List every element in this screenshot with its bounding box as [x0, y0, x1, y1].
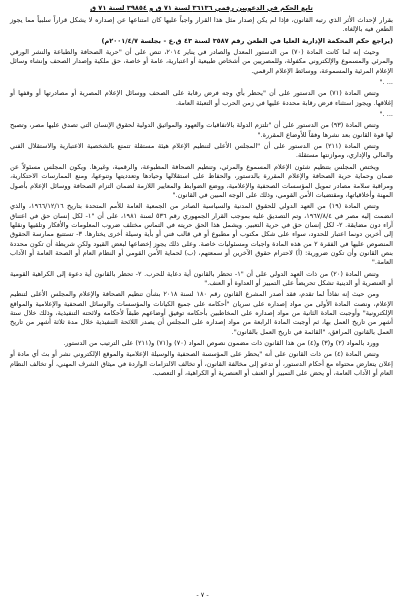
paragraph: ويختص المجلس بتنظيم شئون الإعلام المسموع والمرئي، وتنظيم الصحافة المطبوعة، والرقمية، وغيرها. ويكون المجلس مسئولاً عن ضمان وحماية حرية الصحافة والإعلام المقررة بالدستور، والحفاظ على استقلالها وحيادها وتعدديتها وتنوعها، ومنع الممارسات الاحتكارية، ومراقبة سلامة مصادر تمويل المؤسسات الصحفية والإعلامية، ووضع الضوابط والمعايير اللازمة لضمان التزام الصحافة ووسائل الإعلام بأصول المهنة وأخلاقياتها، ومقتضيات الأمن القومي، وذلك على الوجه المبين في القانون."	[10, 162, 393, 199]
paragraph: وتنص المادة (٢٠) من ذات العهد الدولي على أن "١- تحظر بالقانون أية دعاية للحرب. ٢- تحظر بالقانون أية دعوة إلى الكراهية القومية أو العنصرية أو الدينية تشكل تحريضاً على التمييز أو العداوة أو العنف."	[10, 269, 393, 287]
paragraph: ... ."	[379, 110, 393, 119]
paragraph: ... ."	[379, 78, 393, 87]
paragraph: وورد بالمواد (٢) و(٣) و(٤) من هذا القانون ذات مضمون نصوص المواد (٧٠) و(٧١) و(٢١١) على الترتيب من الدستور.	[63, 339, 379, 347]
paragraph: وتنص المادة (٢١١) من الدستور على أن "المجلس الأعلى لتنظيم الإعلام هيئة مستقلة تتمتع بالشخصية الاعتبارية والاستقلال الفني والمالي والإداري، وموازنتها مستقلة.	[10, 142, 393, 160]
case-header: تابع الحكم في الدعويين رقمي ٣٦١٣٦ لسنة ٧١ ق و ٣٩٨٥٤ لسنة ٧١ ق	[90, 4, 313, 12]
paragraph: وتنص المادة (٩٣) من الدستور على أن "تلتزم الدولة بالاتفاقيات والعهود والمواثيق الدولية لحقوق الإنسان التي تصدق عليها مصر، وتصبح لها قوة القانون بعد نشرها وفقاً للأوضاع المقررة."	[10, 121, 393, 139]
document-body	[10, 16, 393, 378]
paragraph: وتنص المادة (٤) من ذات القانون على أنه "يحظر على المؤسسة الصحفية والوسيلة الإعلامية والموقع الإلكتروني نشر أو بث أي مادة أو إعلان يتعارض محتواه مع أحكام الدستور، أو تدعو إلى مخالفة القانون، أو تخالف الالتزامات الواردة في ميثاق الشرف المهني، أو تخالف النظام العام أو الآداب العامة، أو يحض على التمييز أو العنف أو العنصرية أو الكراهية، أو التعصب.	[10, 350, 393, 378]
paragraph: وتنص المادة (١٩) من العهد الدولي للحقوق المدنية والسياسية الصادر من الجمعية العامة للأمم المتحدة بتاريخ ١٩٦٦/١٢/١٦، والذي انضمت إليه مصر في ١٩٦٧/٨/٤، وتم التصديق عليه بموجب القرار الجمهوري رقم ٥٣٦ لسنة ١٩٨١، على أن "١- لكل إنسان حق في اعتناق آراء دون مضايقة. ٢- لكل إنسان حق في حرية التعبير. ويشمل هذا الحق حريته في التماس مختلف ضروب المعلومات والأفكار وتلقيها ونقلها إلى آخرين دونما اعتبار للحدود، سواء على شكل مكتوب أو مطبوع أو في قالب فني أو بأية وسيلة أخرى يختارها. ٣- تستتبع ممارسة الحقوق المنصوص عليها في الفقرة ٢ من هذه المادة واجبات ومسئوليات خاصة. وعلى ذلك يجوز إخضاعها لبعض القيود ولكن شريطة أن تكون محددة بنص القانون وأن تكون ضرورية: (أ) لاحترام حقوق الآخرين أو سمعتهم، (ب) لحماية الأمن القومي أو النظام العام أو الصحة العامة أو الآداب العامة."	[10, 202, 394, 267]
paragraph: (يراجع حكم المحكمة الإدارية العليا في الطعن رقم ٣٥٨٧ لسنة ٤٣ ق.ع - بجلسة ٢٠٠١/٤/٧م)	[101, 36, 393, 45]
paragraph: ومن حيث إنه نفاذاً لما تقدم، فقد أصدر المشرع القانون رقم ١٨٠ لسنة ٢٠١٨ بشأن تنظيم الصحافة والإعلام والمجلس الأعلى لتنظيم الإعلام، ونصت المادة الأولى من مواد إصداره على سريان "أحكامه على جميع الكيانات والمؤسسات والوسائل الصحفية والإعلامية والمواقع الإلكترونية" وأوجبت المادة الثانية من مواد إصداره على المخاطبين بأحكامه توفيق أوضاعهم طبقاً لأحكامه ولائحته التنفيذية، وذلك خلال ستة أشهر من تاريخ العمل بها، ثم أوجبت المادة الرابعة من مواد إصداره على المجلس أن يصدر اللائحة التنفيذية خلال مدة ثلاثة أشهر من تاريخ العمل بالقانون المرافق، "القائمة في تاريخ العمل بالقانون".	[10, 290, 393, 336]
page-number: - ٧ -	[196, 591, 209, 599]
paragraph: وتنص المادة (٧١) من الدستور على أن "يحظر بأي وجه فرض رقابة على الصحف ووسائل الإعلام المصرية أو مصادرتها أو وقفها أو إغلاقها. ويجوز استثناء فرض رقابة محددة عليها في زمن الحرب أو التعبئة العامة.	[10, 89, 393, 107]
paragraph: وحيث إنه لما كانت المادة (٧٠) من الدستور المعدل والصادر في يناير ٢٠١٤، تنص على أن "حرية الصحافة والطباعة والنشر الورقي والمرئي والمسموع والإلكتروني مكفولة، وللمصريين من أشخاص طبيعية أو اعتبارية، عامة أو خاصة، حق ملكية وإصدار الصحف وإنشاء وسائل الإعلام المرئية والمسموعة، ووسائط الإعلام الرقمي.	[10, 48, 393, 75]
paragraph: بقرار لإحداث الأثر الذي رتبه القانون، فإذا لم يكن إصدار مثل هذا القرار واجباً عليها كان امتناعها عن إصداره لا يشكل قراراً سلبياً مما يجوز الطعن فيه بالإلغاء.	[10, 16, 393, 34]
